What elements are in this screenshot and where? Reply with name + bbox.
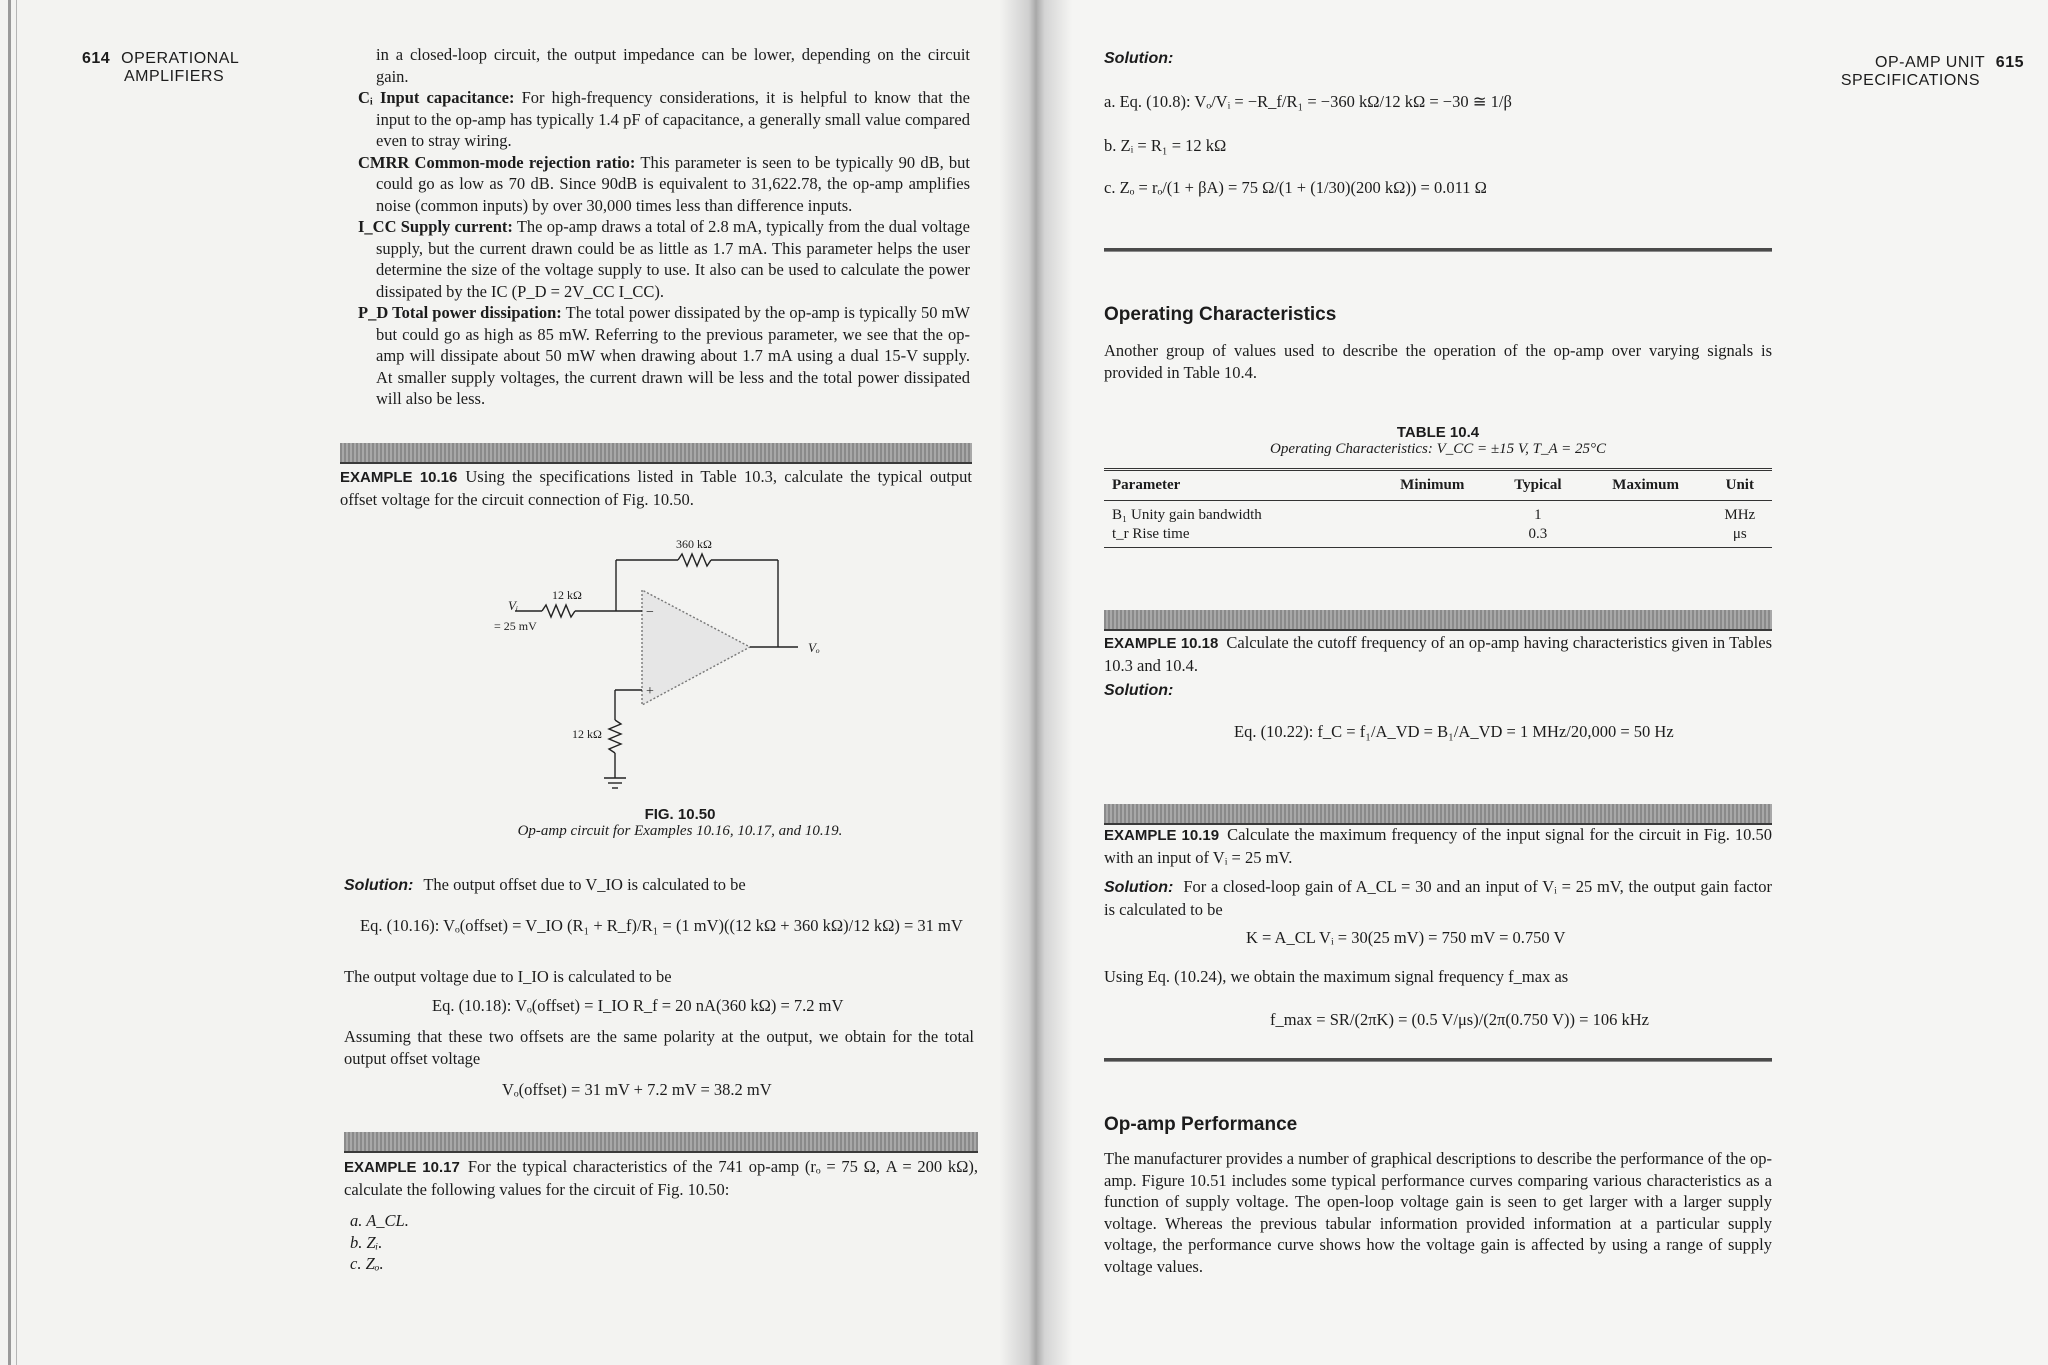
table-cell: 1 — [1534, 507, 1542, 523]
table-header: Parameter — [1104, 470, 1372, 501]
example-10-18 — [1104, 632, 1772, 676]
using-eq-text: Using Eq. (10.24), we obtain the maximum signal frequency f_max as — [1104, 967, 1569, 986]
page-number-right: 615 — [1995, 54, 2024, 71]
page-edge-line — [8, 0, 11, 1365]
solution-item-b: b. Zᵢ = R₁ = 12 kΩ — [1104, 136, 1227, 155]
table-cell: MHz — [1724, 507, 1756, 523]
equation-10-16: Eq. (10.16): Vₒ(offset) = V_IO (R₁ + R_f)/R₁ = (1 mV)((12 kΩ + 360 kΩ)/12 kΩ) = 31 mV — [360, 916, 963, 935]
solution-item-a: a. Eq. (10.8): Vₒ/Vᵢ = −R_f/R₁ = −360 kΩ/12 kΩ = −30 ≅ 1/β — [1104, 92, 1512, 111]
section-rule — [1104, 248, 1772, 252]
example-label: EXAMPLE 10.17 — [344, 1159, 460, 1176]
solution-10-16 — [344, 874, 974, 897]
spec-text: The op-amp draws a total of 2.8 mA, typically from the dual voltage supply, but the current drawn could be as little as 1.7 mA. This parameter helps the user determine the size of the voltage supply to use. It also can be used to calculate the power dissipated by the IC (P_D = 2V_CC I_CC). — [376, 217, 971, 301]
table-cell: 0.3 — [1492, 525, 1584, 548]
solution-10-19 — [1104, 876, 1772, 920]
example-label: EXAMPLE 10.19 — [1104, 827, 1220, 844]
figure-caption — [480, 806, 880, 840]
equation-10-22: Eq. (10.22): f_C = f₁/A_VD = B₁/A_VD = 1 MHz/20,000 = 50 Hz — [1234, 722, 1674, 741]
book-gutter — [1000, 0, 1072, 1365]
spec-text: For high-frequency considerations, it is helpful to know that the input to the op-amp has typically 1.4 pF of capacitance, a generally small value compared even to stray wiring. — [376, 88, 970, 150]
table-header: Minimum — [1372, 470, 1492, 501]
table-cell — [1372, 525, 1492, 548]
figure-caption-text: Op-amp circuit for Examples 10.16, 10.17, and 10.19. — [517, 823, 843, 839]
solution-label: Solution: — [1104, 879, 1174, 896]
table-10-4 — [1104, 424, 1772, 548]
resistor-r2 — [609, 720, 621, 753]
offset-current-text: The output voltage due to I_IO is calculated to be — [344, 967, 672, 986]
total-offset-equation: Vₒ(offset) = 31 mV + 7.2 mV = 38.2 mV — [502, 1080, 772, 1099]
resistor-rf — [678, 554, 711, 566]
spec-text: This parameter is seen to be typically 90 dB, but could go as low as 70 dB. Since 90dB is equivalent to 31,622.78, the op-amp amplifies noise (common inputs) by over 30,000 times less than difference inputs. — [376, 152, 971, 215]
equation-10-18: Eq. (10.18): Vₒ(offset) = I_IO R_f = 20 nA(360 kΩ) = 7.2 mV — [432, 996, 844, 1015]
table-cell: t_r Rise time — [1104, 525, 1372, 548]
table-row — [1104, 525, 1772, 548]
rf-label: 360 kΩ — [676, 537, 712, 551]
example-banner — [1104, 804, 1772, 825]
list-item: a. A_CL. — [350, 1211, 409, 1230]
right-page — [1036, 0, 2048, 1365]
example-text: For the typical characteristics of the 741 op-amp (rₒ = 75 Ω, A = 200 kΩ), calculate the following values for the circuit of Fig. 10.50: — [344, 1157, 978, 1199]
table-header: Typical — [1492, 470, 1584, 501]
r1-label: 12 kΩ — [552, 588, 582, 602]
running-head-right — [1824, 54, 2024, 90]
op-amp-performance-text: The manufacturer provides a number of graphical descriptions to describe the performance of the op-amp. Figure 10.51 includes some typical performance curves comparing various characteristics as a function of supply voltage. The open-loop voltage gain is seen to get larger with a larger supply voltage. Whereas the previous tabular information provided information at a particular supply voltage, the performance curve shows how the voltage gain is affected by using a range of supply voltage values. — [1104, 1149, 1772, 1276]
op-amp-symbol — [642, 590, 750, 705]
vi-value-label: = 25 mV — [494, 619, 537, 633]
solution-label: Solution: — [1104, 50, 1174, 67]
spec-item — [358, 152, 970, 217]
example-text: Calculate the maximum frequency of the input signal for the circuit in Fig. 10.50 with an input of Vᵢ = 25 mV. — [1104, 825, 1773, 867]
solution-label: Solution: — [344, 877, 414, 894]
solution-text: For a closed-loop gain of A_CL = 30 and an input of Vᵢ = 25 mV, the output gain factor is calculated to be — [1104, 877, 1772, 919]
spec-text: The total power dissipated by the op-amp is typically 50 mW but could go as high as 85 mW. Referring to the previous parameter, we see that the op-amp will dissipate about 50 mW when drawing about 1.7 mA using a dual 15-V supply. At smaller supply voltages, the current drawn will be less and the total power dissipated will also be less. — [376, 303, 970, 408]
spec-term: I_CC Supply current: — [358, 217, 513, 236]
list-item: c. Zₒ. — [350, 1254, 384, 1273]
table-row — [1104, 501, 1772, 526]
table-title: TABLE 10.4 — [1396, 424, 1480, 441]
op-amp-performance-heading: Op-amp Performance — [1104, 1114, 1298, 1135]
list-item: b. Zᵢ. — [350, 1232, 383, 1252]
table-cell — [1584, 501, 1708, 526]
resistor-r1 — [542, 605, 575, 617]
assume-text: Assuming that these two offsets are the same polarity at the output, we obtain for the total output offset voltage — [344, 1027, 974, 1068]
example-10-19 — [1104, 824, 1772, 868]
example-text: Using the specifications listed in Table 10.3, calculate the typical output offset voltage for the circuit connection of Fig. 10.50. — [340, 467, 972, 509]
table-header: Unit — [1708, 470, 1772, 501]
table-header: Maximum — [1584, 470, 1708, 501]
operating-characteristics-text: Another group of values used to describe the operation of the op-amp over varying signals is provided in Table 10.4. — [1104, 341, 1772, 382]
example-10-17-items — [350, 1210, 650, 1275]
solution-10-18 — [1104, 682, 1183, 700]
example-banner — [1104, 610, 1772, 631]
example-label: EXAMPLE 10.16 — [340, 469, 458, 486]
plus-terminal-label: + — [646, 684, 654, 699]
spec-text-block — [358, 44, 970, 410]
running-head-line2: SPECIFICATIONS — [1840, 72, 1980, 89]
gain-factor-equation: K = A_CL Vᵢ = 30(25 mV) = 750 mV = 0.750 V — [1246, 928, 1566, 947]
running-head-line1: OP-AMP UNIT — [1875, 54, 1985, 71]
example-text: Calculate the cutoff frequency of an op-amp having characteristics given in Tables 10.3 and 10.4. — [1104, 633, 1772, 675]
solution-10-17 — [1104, 50, 1183, 68]
r2-label: 12 kΩ — [572, 727, 602, 741]
running-head-line1: OPERATIONAL — [121, 50, 240, 67]
max-frequency-equation: f_max = SR/(2πK) = (0.5 V/μs)/(2π(0.750 V)) = 106 kHz — [1270, 1010, 1649, 1029]
spec-item — [358, 87, 970, 152]
table-cell — [1584, 525, 1708, 548]
solution-label: Solution: — [1104, 682, 1174, 699]
running-head-line2: AMPLIFIERS — [124, 68, 225, 85]
table-cell: μs — [1708, 525, 1772, 548]
figure-caption-title: FIG. 10.50 — [644, 806, 716, 823]
table-subtitle: Operating Characteristics: V_CC = ±15 V, T_A = 25°C — [1269, 441, 1607, 457]
running-head-left — [82, 50, 239, 86]
example-label: EXAMPLE 10.18 — [1104, 635, 1219, 652]
example-10-17 — [344, 1156, 978, 1200]
table-cell: B₁ Unity gain bandwidth — [1112, 507, 1262, 523]
page-number-left: 614 — [82, 50, 111, 67]
example-banner — [340, 443, 972, 464]
op-amp-circuit-diagram — [480, 530, 840, 810]
example-10-16 — [340, 466, 972, 510]
spec-term: P_D Total power dissipation: — [358, 303, 562, 322]
example-banner — [344, 1132, 978, 1153]
spec-item — [358, 216, 970, 302]
table-cell — [1372, 501, 1492, 526]
table-header-row — [1104, 470, 1772, 501]
minus-terminal-label: − — [646, 605, 654, 620]
solution-intro: The output offset due to V_IO is calculated to be — [423, 875, 746, 894]
operating-characteristics-heading: Operating Characteristics — [1104, 304, 1337, 325]
vo-label: Vₒ — [808, 640, 820, 655]
operating-characteristics-table — [1104, 468, 1772, 548]
spec-term: CMRR Common-mode rejection ratio: — [358, 152, 636, 172]
intro-paragraph: in a closed-loop circuit, the output impedance can be lower, depending on the circuit gain. — [376, 45, 970, 86]
spec-item — [358, 302, 970, 410]
section-rule — [1104, 1058, 1772, 1062]
solution-item-c: c. Zₒ = rₒ/(1 + βA) = 75 Ω/(1 + (1/30)(200 kΩ)) = 0.011 Ω — [1104, 178, 1487, 197]
vi-label: Vᵢ — [508, 598, 518, 613]
page-edge-line — [16, 0, 17, 1365]
spec-term: Cᵢ Input capacitance: — [358, 88, 515, 107]
